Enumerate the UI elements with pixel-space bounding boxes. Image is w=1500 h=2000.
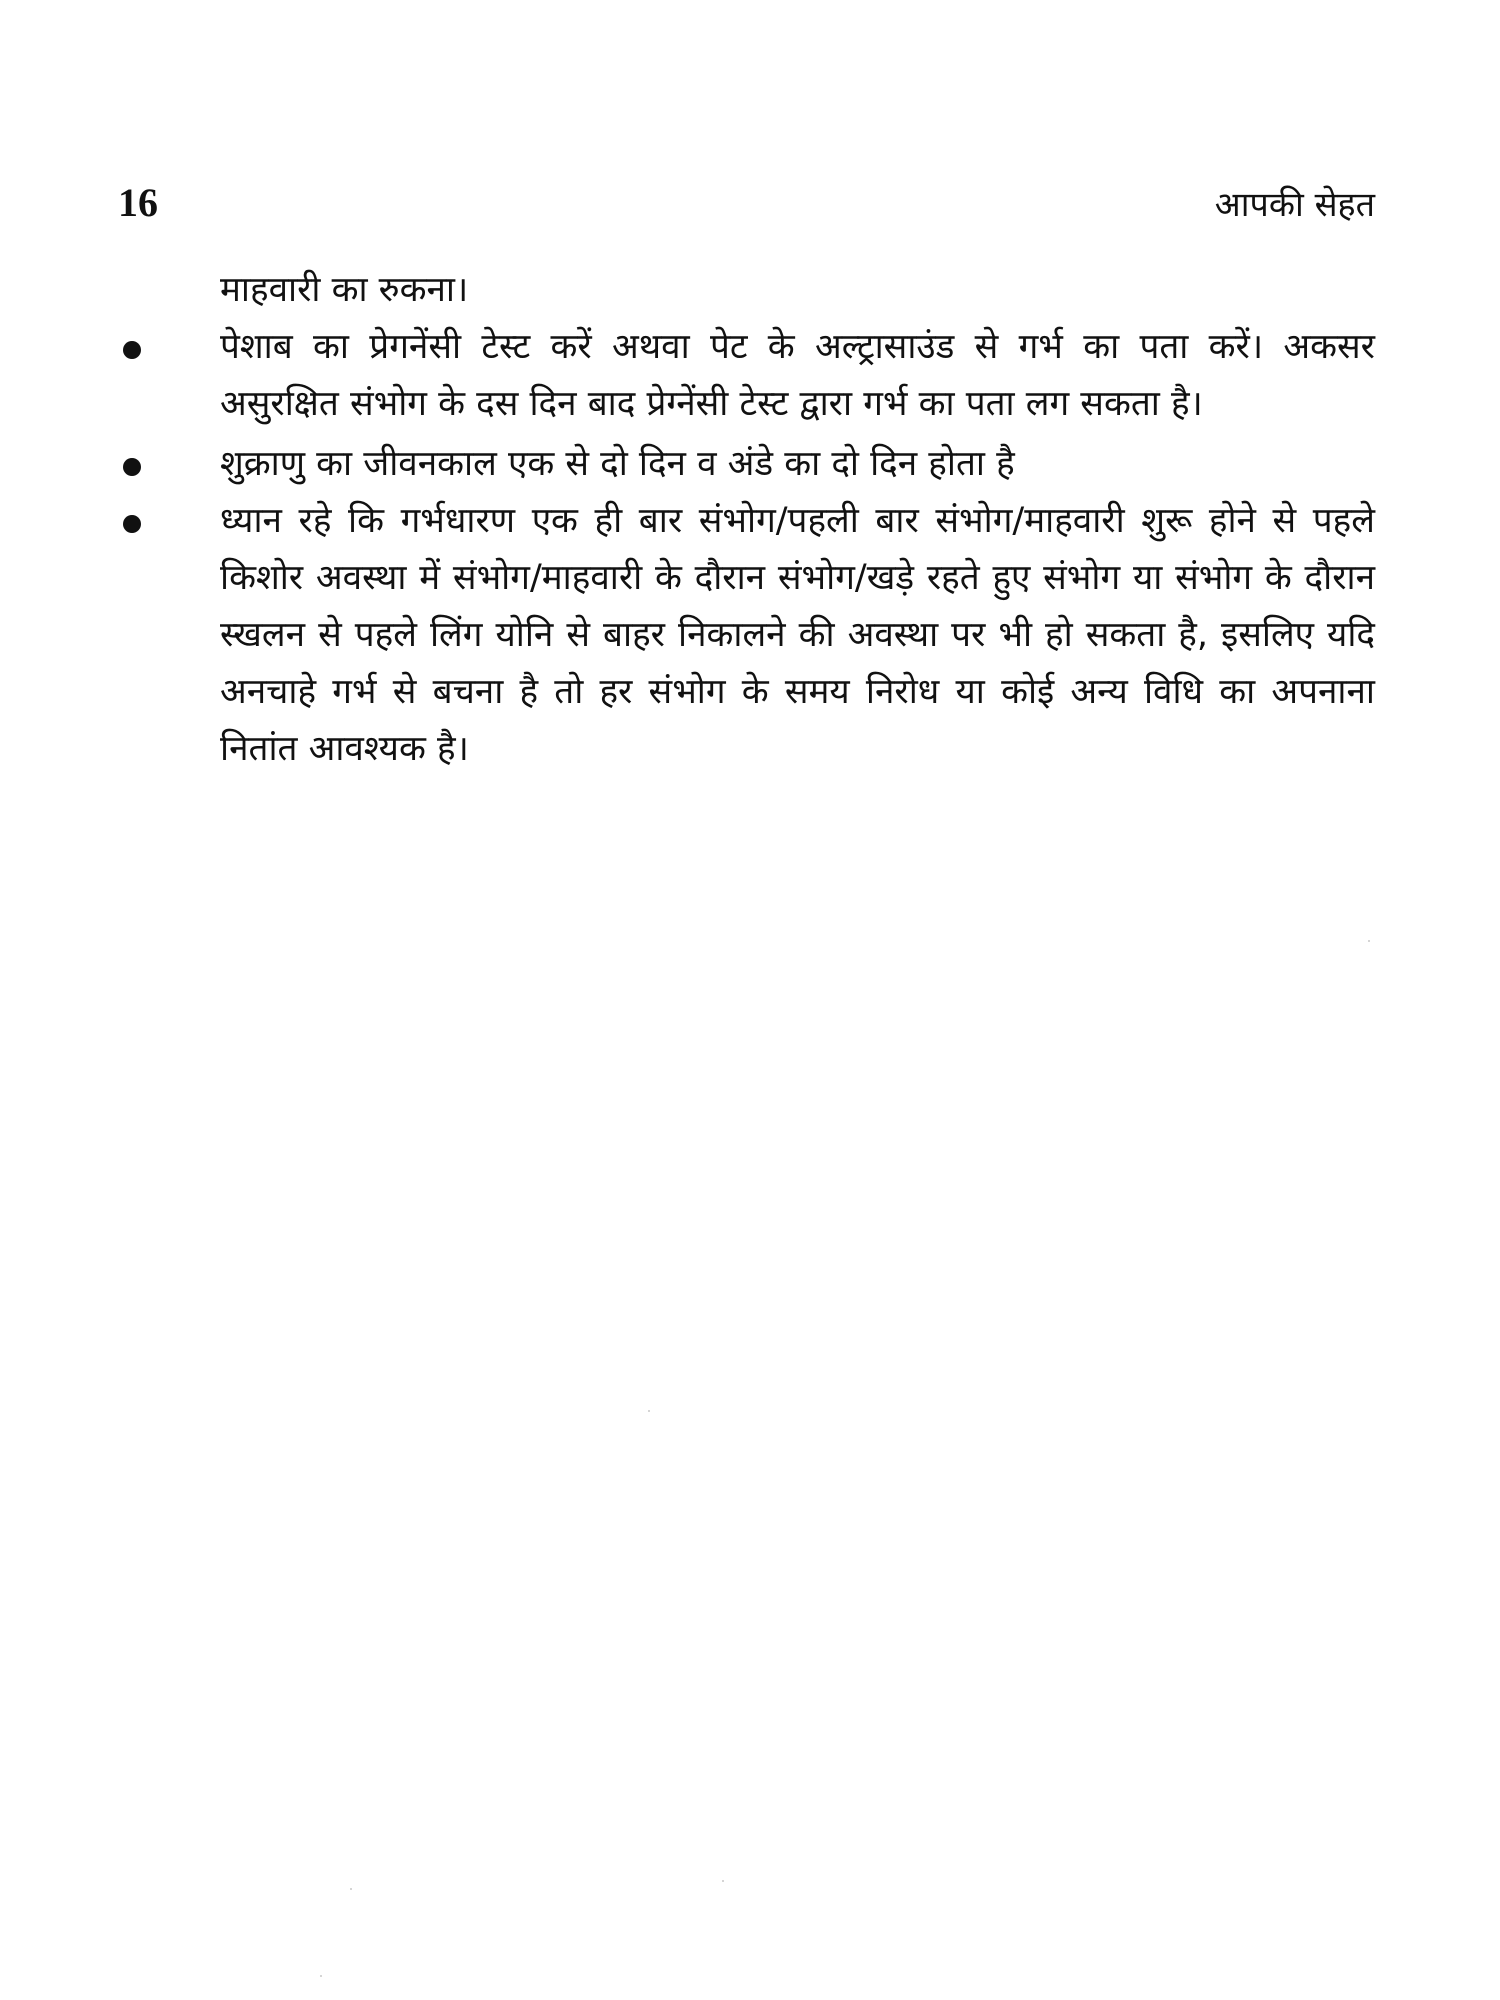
- page-number: 16: [118, 180, 158, 225]
- bullet-text: पेशाब का प्रेगनेंसी टेस्ट करें अथवा पेट के अल्ट्रासाउंड से गर्भ का पता करें। अकसर असुरक्षित संभोग के दस दिन बाद प्रेग्नेंसी टेस्ट द्वारा गर्भ का पता लग सकता है।: [220, 327, 1375, 424]
- scan-speck: [1368, 940, 1370, 942]
- scan-speck: [320, 1975, 322, 1977]
- bullet-item-sperm-lifespan: [120, 436, 1375, 493]
- bullet-icon: [123, 515, 141, 533]
- running-head: आपकी सेहत: [1214, 185, 1375, 225]
- bullet-icon: [123, 458, 141, 476]
- bullet-list: [120, 319, 1375, 778]
- bullet-icon: [123, 341, 141, 359]
- bullet-item-caution: [120, 493, 1375, 778]
- bullet-text: ध्यान रहे कि गर्भधारण एक ही बार संभोग/पहली बार संभोग/माहवारी शुरू होने से पहले किशोर अवस्था में संभोग/माहवारी के दौरान संभोग/खड़े रहते हुए संभोग या संभोग के दौरान स्खलन से पहले लिंग योनि से बाहर निकालने की अवस्था पर भी हो सकता है, इसलिए यदि अनचाहे गर्भ से बचना है तो हर संभोग के समय निरोध या कोई अन्य विधि का अपनाना नितांत आवश्यक है।: [220, 501, 1375, 769]
- scan-speck: [722, 1880, 724, 1882]
- bullet-text: शुक्राणु का जीवनकाल एक से दो दिन व अंडे का दो दिन होता है: [220, 444, 1015, 484]
- body-text: [120, 262, 1375, 778]
- continuation-paragraph: माहवारी का रुकना।: [220, 270, 469, 310]
- scan-speck: [648, 1410, 650, 1412]
- bullet-item-pregnancy-test: [120, 319, 1375, 433]
- scan-speck: [350, 1888, 352, 1890]
